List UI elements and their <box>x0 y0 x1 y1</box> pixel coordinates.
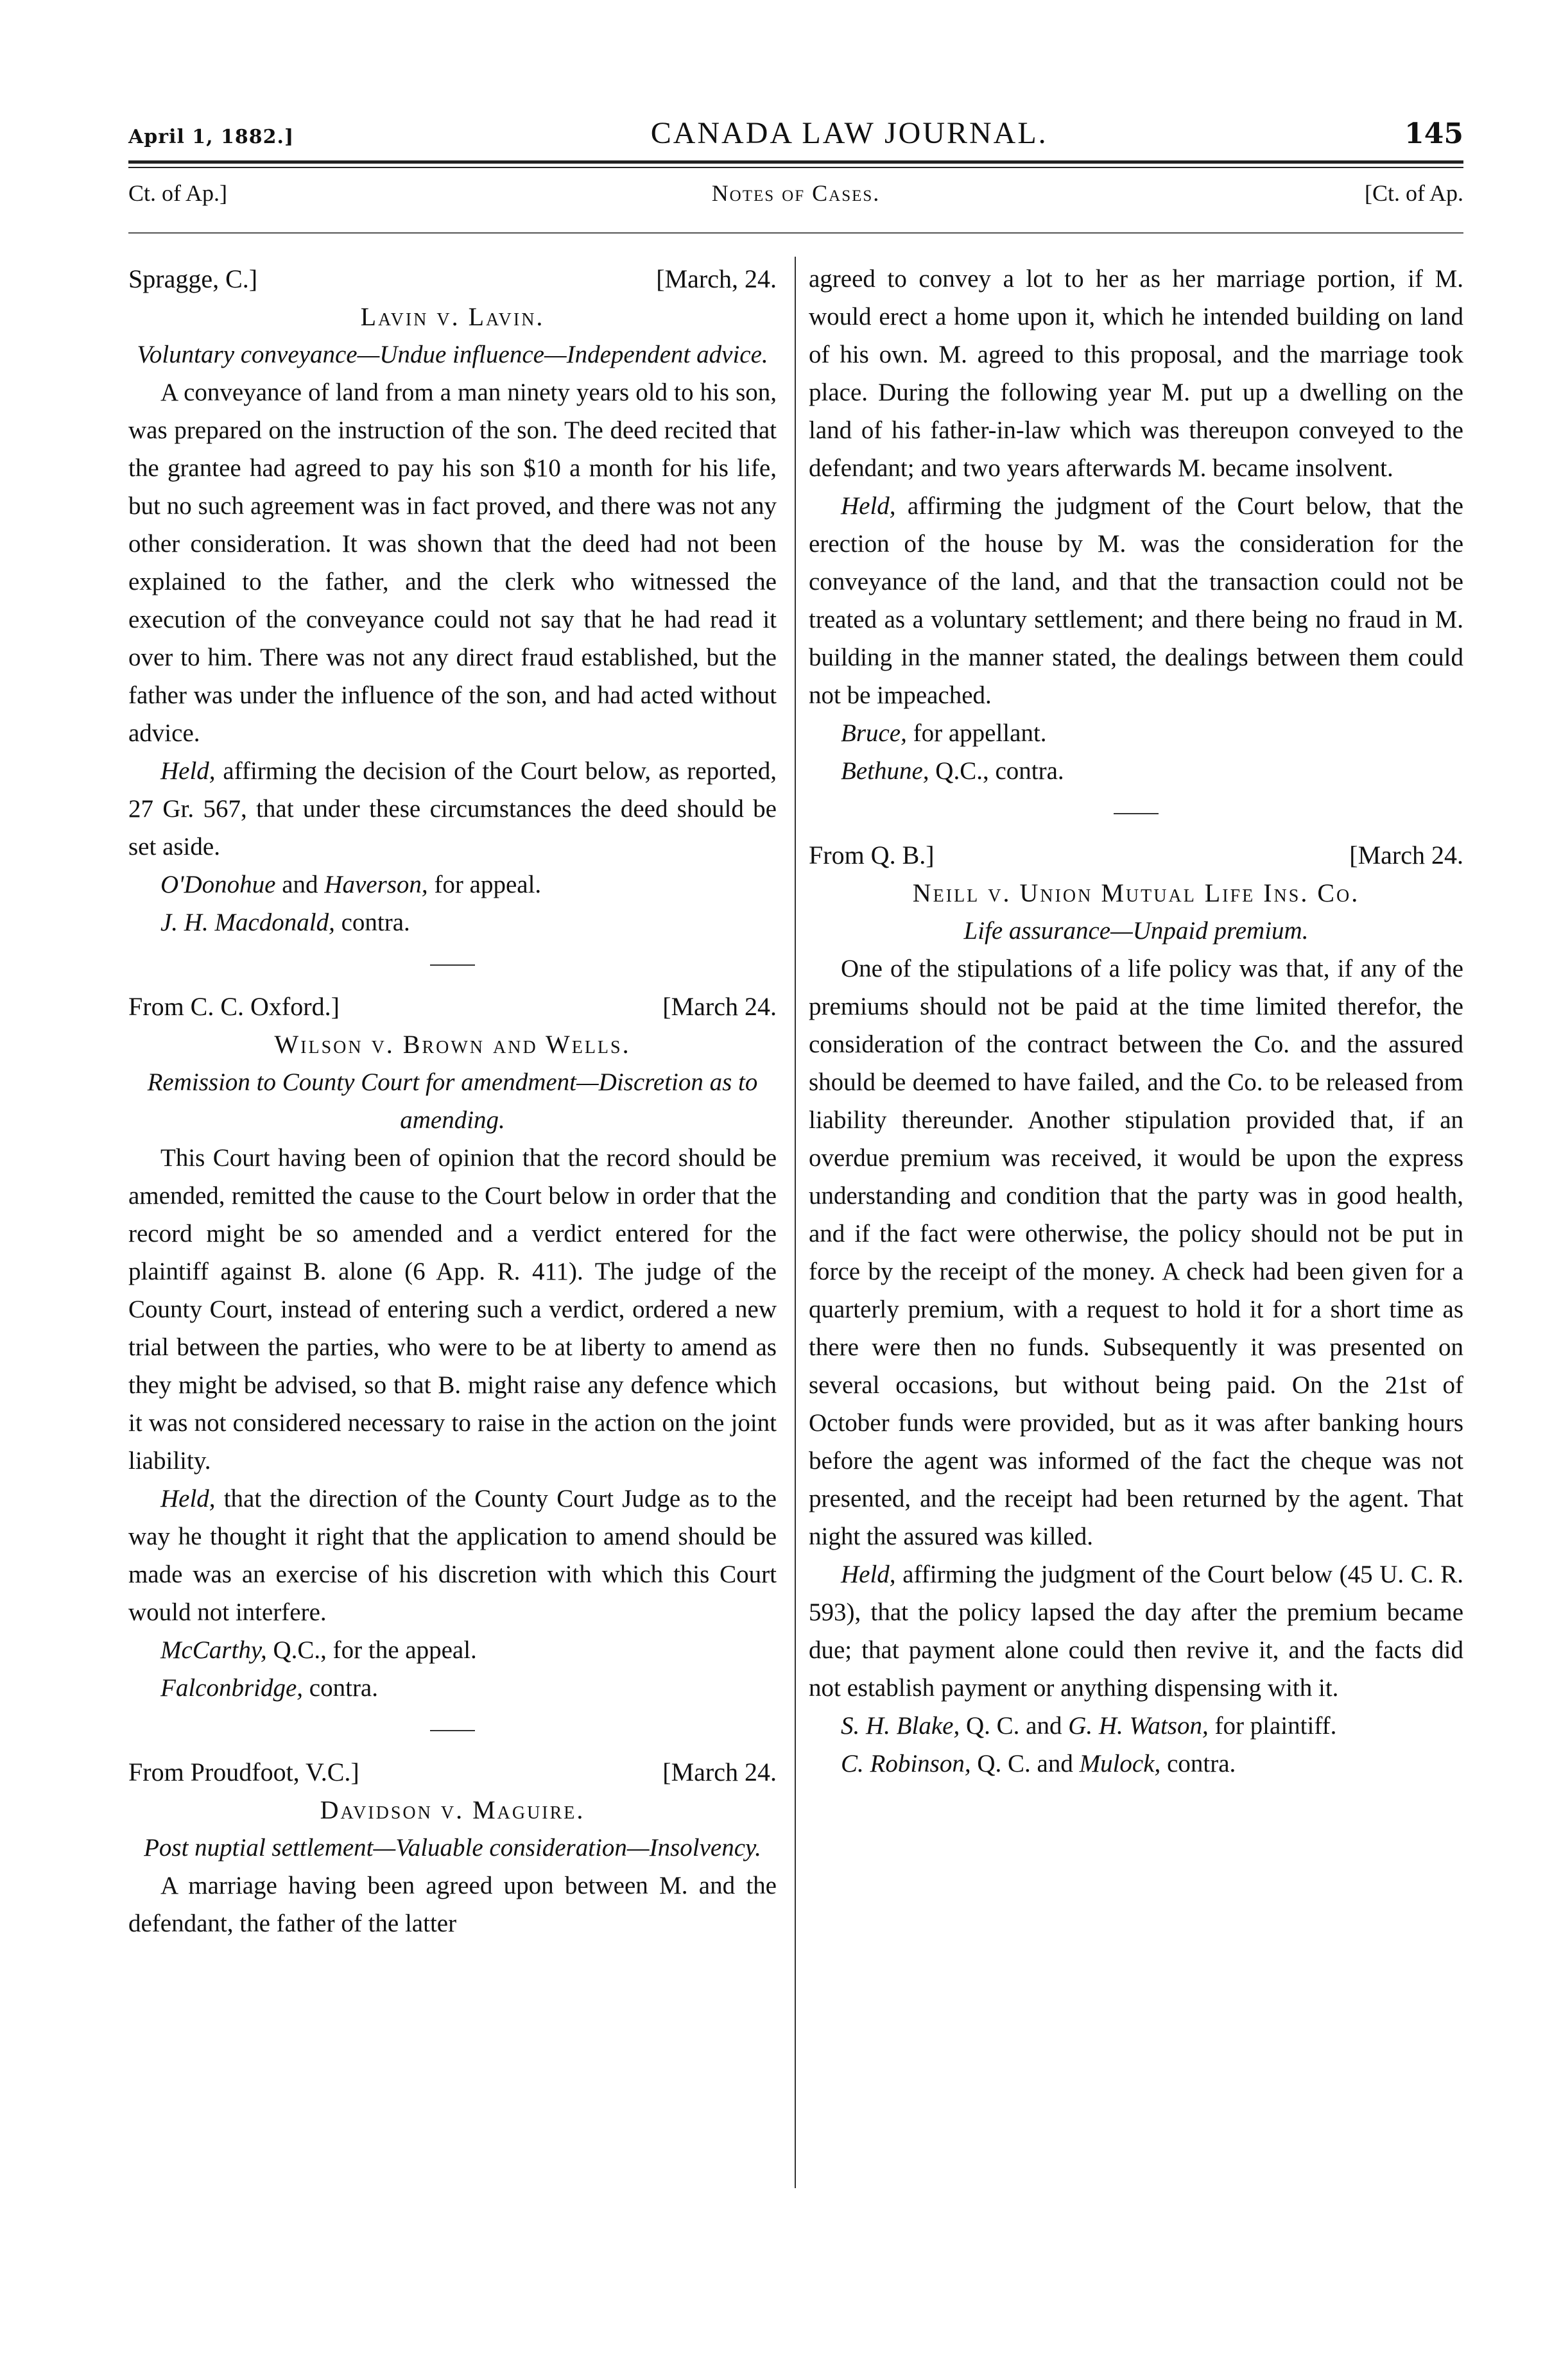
counsel-name: J. H. Macdonald, <box>160 909 335 936</box>
case-judge: Spragge, C.] <box>128 264 258 293</box>
case-court: From C. C. Oxford.] <box>128 992 340 1021</box>
counsel-role: contra. <box>303 1674 378 1702</box>
journal-title: CANADA LAW JOURNAL. <box>650 116 1048 150</box>
holding-text: affirming the judgment of the Court below, that the erection of the house by M. was the consideration for the conveyance of the land, and that the transaction could not be treated as a voluntary settlement; and there being no fraud in M. building in the manner stated, the dealings between them could not be impeached. <box>809 492 1463 709</box>
counsel-name: S. H. Blake, <box>841 1712 960 1740</box>
counsel-name: McCarthy, <box>160 1636 267 1664</box>
case-separator <box>430 964 475 966</box>
held-label: Held, <box>841 492 896 520</box>
column-divider <box>795 257 796 2188</box>
counsel-line <box>809 1707 1463 1745</box>
case-court: From Q. B.] <box>809 841 935 869</box>
case-title: Davidson v. Maguire. <box>320 1795 585 1824</box>
counsel-line <box>128 903 777 941</box>
case-holding <box>809 1555 1463 1707</box>
counsel-role: contra. <box>334 909 410 936</box>
running-head <box>128 116 1463 160</box>
counsel-line <box>128 866 777 903</box>
counsel-name: O'Donohue <box>160 871 276 898</box>
counsel-line <box>809 1745 1463 1783</box>
case-separator <box>430 1730 475 1731</box>
counsel-connector: Q. C. and <box>960 1712 1069 1740</box>
counsel-role: contra. <box>1160 1750 1236 1777</box>
case-facts: This Court having been of opinion that the record should be amended, remitted the cause to the Court below in order that the record might be so amended and a verdict entered for the plaintiff against B. alone (6 App. R. 411). The judge of the County Court, instead of entering such a verdict, ordered a new trial between the parties, who were to be at liberty to amend as they might be advised, so that B. might raise any defence which it was not considered necessary to raise in the action on the joint liability. <box>128 1144 777 1475</box>
case-subject: Life assurance—Unpaid premium. <box>963 917 1309 945</box>
counsel-name: Bruce, <box>841 719 907 747</box>
counsel-name: Haverson, <box>324 871 428 898</box>
counsel-role: for appeal. <box>427 871 542 898</box>
held-label: Held, <box>160 1485 216 1512</box>
counsel-role: for plaintiff. <box>1208 1712 1337 1740</box>
header-rule-thin <box>128 167 1463 168</box>
counsel-role: Q.C., contra. <box>929 757 1064 785</box>
counsel-line <box>809 752 1463 790</box>
counsel-line <box>128 1669 777 1707</box>
counsel-name: Falconbridge, <box>160 1674 304 1702</box>
case-date: [March 24. <box>1349 841 1463 869</box>
counsel-name: Mulock, <box>1079 1750 1161 1777</box>
counsel-line <box>128 1631 777 1669</box>
counsel-line <box>809 714 1463 752</box>
page-number: 145 <box>1404 117 1463 150</box>
case-date: [March 24. <box>662 992 777 1021</box>
case-title: Neill v. Union Mutual Life Ins. Co. <box>912 878 1360 907</box>
holding-text: affirming the judgment of the Court below (45 U. C. R. 593), that the policy lapsed the day after the premium became due; that payment alone could then revive it, and the facts did not establish payment or anything dispensing with it. <box>809 1561 1463 1702</box>
counsel-connector: and <box>275 871 325 898</box>
case-facts: A conveyance of land from a man ninety years old to his son, was prepared on the instruction of the son. The deed recited that the grantee had agreed to pay his son $10 a month for his life, but no such agreement was in fact proved, and there was not any other consideration. It was shown that the deed had not been explained to the father, and the clerk who witnessed the execution of the conveyance could not say that he had read it over to him. There was not any direct fraud established, but the father was under the influence of the son, and had acted without advice. <box>128 379 777 747</box>
case-facts-continued: agreed to convey a lot to her as her marriage portion, if M. would erect a home upon it, which he intended building on land of his own. M. agreed to this proposal, and the marriage took place. During the following year M. put up a dwelling on the land of his father-in-law which was thereupon conveyed to the defendant; and two years afterwards M. became insolvent. <box>809 265 1463 482</box>
counsel-name: Bethune, <box>841 757 929 785</box>
case-court-line <box>809 836 1463 874</box>
case-subject: Remission to County Court for amendment—Discretion as to amending. <box>147 1068 758 1134</box>
case-court-line <box>128 988 777 1025</box>
case-title: Wilson v. Brown and Wells. <box>274 1030 631 1059</box>
held-label: Held, <box>160 757 216 785</box>
left-court-marker: Ct. of Ap.] <box>128 180 228 206</box>
case-title: Lavin v. Lavin. <box>360 302 545 331</box>
right-column <box>809 260 1463 1783</box>
case-facts: A marriage having been agreed upon between M. and the defendant, the father of the latter <box>128 1872 777 1937</box>
left-column <box>128 260 777 1942</box>
case-subject: Post nuptial settlement—Valuable consideration—Insolvency. <box>144 1834 761 1862</box>
header-rule <box>128 160 1463 164</box>
case-separator <box>1114 813 1159 814</box>
section-subhead <box>128 180 1463 218</box>
case-holding <box>128 1480 777 1631</box>
case-holding <box>809 487 1463 714</box>
case-court-line <box>128 260 777 298</box>
case-subject: Voluntary conveyance—Undue influence—Independent advice. <box>137 341 768 368</box>
holding-text: that the direction of the County Court Judge as to the way he thought it right that the application to amend should be made was an exercise of his discretion with which this Court would not interfere. <box>128 1485 777 1626</box>
case-facts: One of the stipulations of a life policy was that, if any of the premiums should not be paid at the time limited therefor, the consideration of the contract between the Co. and the assured should be deemed to have failed, and the Co. to be released from liability thereunder. Another stipulation provided that, if an overdue premium was received, it would be upon the express understanding and condition that the party was in good health, and if the fact were otherwise, the policy should not be put in force by the receipt of the money. A check had been given for a quarterly premium, with a request to hold it for a short time as there were then no funds. Subsequently it was presented on several occasions, but without being paid. On the 21st of October funds were provided, but as it was after banking hours before the agent was informed of the fact the cheque was not presented, and the receipt had been returned by the agent. That night the assured was killed. <box>809 955 1463 1550</box>
case-court: From Proudfoot, V.C.] <box>128 1758 359 1786</box>
case-date: [March 24. <box>662 1758 777 1786</box>
held-label: Held, <box>841 1561 896 1588</box>
case-date: [March, 24. <box>656 264 777 293</box>
holding-text: affirming the decision of the Court below, as reported, 27 Gr. 567, that under these circumstances the deed should be set aside. <box>128 757 777 860</box>
section-title: Notes of Cases. <box>711 180 881 206</box>
counsel-connector: Q. C. and <box>970 1750 1080 1777</box>
right-court-marker: [Ct. of Ap. <box>1364 180 1463 206</box>
counsel-name: G. H. Watson, <box>1068 1712 1209 1740</box>
counsel-name: C. Robinson, <box>841 1750 971 1777</box>
subhead-rule <box>128 232 1463 234</box>
counsel-role: for appellant. <box>906 719 1047 747</box>
case-court-line <box>128 1753 777 1791</box>
counsel-role: Q.C., for the appeal. <box>266 1636 477 1664</box>
issue-date: April 1, 1882.] <box>128 126 295 148</box>
case-holding <box>128 752 777 866</box>
